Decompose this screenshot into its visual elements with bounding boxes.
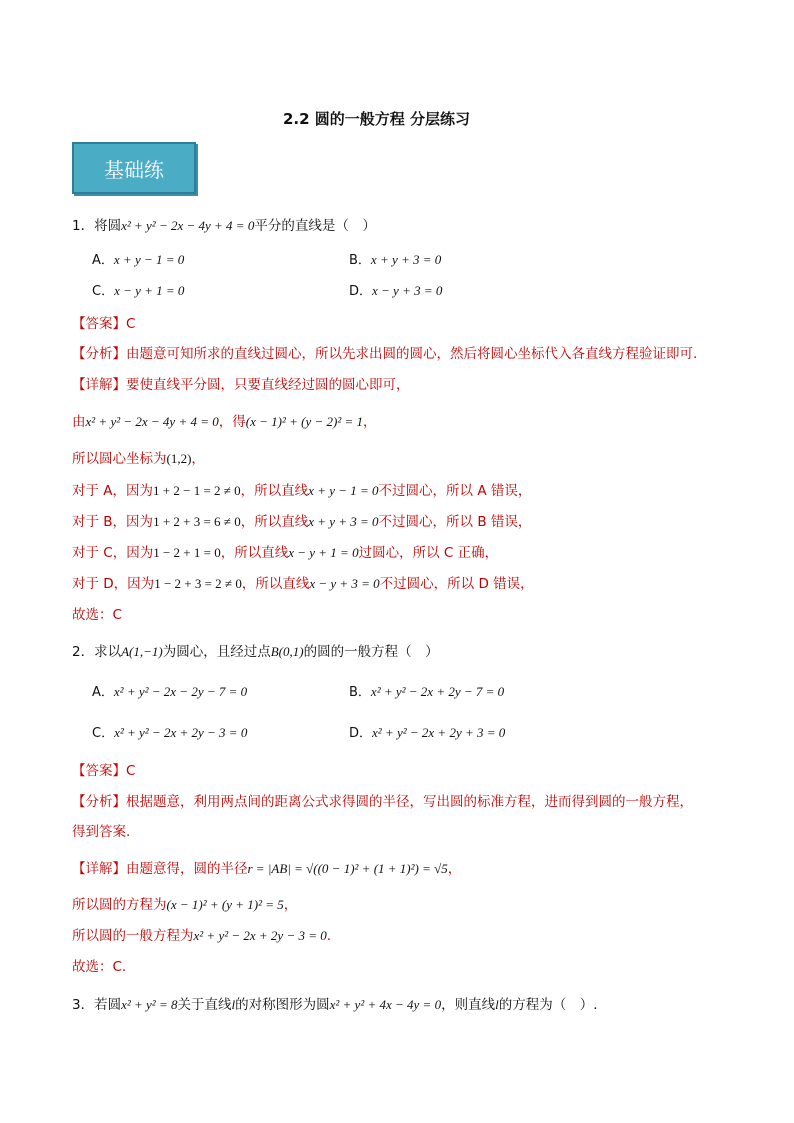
q1-check-a — [72, 479, 531, 499]
q1-check-d — [72, 572, 534, 592]
circle-equation: x² + y² + 4x − 4y = 0 — [329, 997, 442, 1012]
q2-detail-line-2 — [72, 924, 331, 944]
q1-detail-line-1 — [72, 410, 377, 430]
text: ，得 — [218, 414, 246, 430]
option-letter: D． — [349, 284, 373, 299]
question-2-suffix: 的圆的一般方程（ ） — [303, 644, 439, 660]
option-equation: x² + y² − 2x − 2y − 7 = 0 — [113, 684, 248, 699]
q2-option-d — [349, 722, 505, 741]
question-3-stem — [72, 993, 598, 1013]
analysis-tag: 【分析】 — [72, 346, 126, 362]
text: 关于直线 — [177, 997, 232, 1013]
q2-option-c — [92, 722, 247, 741]
equation: 1 + 2 − 1 = 2 ≠ 0 — [153, 483, 241, 498]
option-letter: C． — [92, 284, 115, 299]
q1-choose: 故选：C — [72, 607, 122, 623]
equation: 1 + 2 + 3 = 6 ≠ 0 — [153, 514, 241, 529]
equation: x + y − 1 = 0 — [308, 483, 379, 498]
q2-detail — [72, 857, 461, 877]
option-letter: B． — [349, 685, 371, 700]
q1-option-a — [92, 249, 184, 268]
answer-tag: 【答案】 — [72, 316, 126, 332]
circle-equation: x² + y² = 8 — [121, 997, 178, 1012]
text: ，所以直线 — [240, 483, 309, 499]
detail-tag: 【详解】 — [72, 861, 126, 877]
answer-value: C — [126, 316, 136, 332]
q2-analysis-cont: 得到答案. — [72, 824, 131, 840]
q1-answer — [72, 312, 135, 332]
text: 过圆心，所以 C 正确， — [358, 545, 499, 561]
text: 不过圆心，所以 A 错误， — [378, 483, 532, 499]
option-equation: x + y − 1 = 0 — [113, 252, 185, 267]
radius-equation: r = |AB| = √((0 − 1)² + (1 + 1)²) = √5 — [247, 861, 448, 876]
option-letter: C． — [92, 726, 115, 741]
option-letter: D． — [349, 726, 373, 741]
q2-option-a — [92, 681, 247, 700]
equation: (1,2) — [166, 451, 192, 466]
question-1-stem — [72, 214, 376, 234]
text: ，则直线 — [441, 997, 496, 1013]
equation: (x − 1)² + (y + 1)² = 5 — [166, 897, 284, 912]
detail-text: 要使直线平分圆，只要直线经过圆的圆心即可， — [126, 377, 410, 393]
text: 的对称图形为圆 — [235, 997, 330, 1013]
option-equation: x² + y² − 2x + 2y − 7 = 0 — [370, 684, 505, 699]
equation: x − y + 1 = 0 — [288, 545, 359, 560]
text: 对于 A，因为 — [72, 483, 154, 499]
text: ， — [283, 897, 298, 913]
q2-option-b — [349, 681, 504, 700]
line-symbol: l — [495, 997, 499, 1012]
answer-value: C — [126, 763, 136, 779]
point-b: B(0,1) — [270, 644, 304, 659]
q2-analysis — [72, 790, 693, 810]
question-1-prefix: 1．将圆 — [72, 218, 122, 234]
line-symbol: l — [231, 997, 236, 1012]
question-2-prefix: 2．求以 — [72, 644, 122, 660]
text: . — [326, 928, 332, 944]
equation: 1 − 2 + 1 = 0 — [153, 545, 221, 560]
question-1-suffix: 平分的直线是（ ） — [254, 218, 376, 234]
text: 不过圆心，所以 D 错误， — [379, 576, 534, 592]
text: ， — [363, 414, 377, 430]
text: 所以圆的方程为 — [72, 897, 167, 913]
text: 所以圆的一般方程为 — [72, 928, 194, 944]
text: ，所以直线 — [220, 545, 289, 561]
question-2-stem — [72, 640, 439, 660]
q1-detail — [72, 373, 410, 393]
section-label: 基础练 — [104, 157, 164, 182]
option-equation: x + y + 3 = 0 — [370, 252, 442, 267]
q1-check-c — [72, 541, 498, 561]
q1-check-b — [72, 510, 531, 530]
q2-choose: 故选：C. — [72, 959, 127, 975]
text: 对于 D，因为 — [72, 576, 155, 592]
option-letter: A． — [92, 685, 114, 700]
text: ，所以直线 — [240, 514, 309, 530]
answer-tag: 【答案】 — [72, 763, 126, 779]
text: ， — [191, 451, 205, 467]
q2-answer — [72, 759, 135, 779]
section-header-basic — [72, 142, 196, 194]
q1-option-b — [349, 249, 441, 268]
point-a: A(1,−1) — [121, 644, 163, 659]
question-3-prefix: 3．若圆 — [72, 997, 122, 1013]
q1-analysis — [72, 342, 697, 362]
detail-text: 由题意得，圆的半径 — [126, 861, 248, 877]
equation: x² + y² − 2x − 4y + 4 = 0 — [85, 414, 219, 429]
option-equation: x − y + 3 = 0 — [372, 283, 443, 298]
detail-tag: 【详解】 — [72, 377, 126, 393]
text: 由 — [72, 414, 86, 430]
q1-option-c — [92, 280, 184, 299]
text: 对于 B，因为 — [72, 514, 154, 530]
text: 对于 C，因为 — [72, 545, 154, 561]
text: ， — [447, 861, 462, 877]
option-equation: x² + y² − 2x + 2y + 3 = 0 — [372, 725, 506, 740]
equation: x − y + 3 = 0 — [309, 576, 380, 591]
analysis-text: 根据题意，利用两点间的距离公式求得圆的半径，写出圆的标准方程，进而得到圆的一般方程， — [126, 794, 693, 810]
option-equation: x² + y² − 2x + 2y − 3 = 0 — [114, 725, 248, 740]
question-3-suffix: 的方程为（ ）. — [498, 997, 598, 1013]
text: 所以圆心坐标为 — [72, 451, 167, 467]
analysis-text: 由题意可知所求的直线过圆心，所以先求出圆的圆心，然后将圆心坐标代入各直线方程验证即可. — [126, 346, 698, 362]
equation: x + y + 3 = 0 — [308, 514, 379, 529]
equation: (x − 1)² + (y − 2)² = 1 — [245, 414, 363, 429]
option-equation: x − y + 1 = 0 — [114, 283, 185, 298]
circle-equation: x² + y² − 2x − 4y + 4 = 0 — [121, 218, 255, 233]
option-letter: B． — [349, 253, 371, 268]
text: ，所以直线 — [241, 576, 310, 592]
analysis-tag: 【分析】 — [72, 794, 126, 810]
page-title: 2.2 圆的一般方程 分层练习 — [283, 110, 471, 128]
q1-detail-line-2 — [72, 447, 205, 467]
q2-detail-line-1 — [72, 893, 297, 913]
equation: 1 − 2 + 3 = 2 ≠ 0 — [154, 576, 242, 591]
equation: x² + y² − 2x + 2y − 3 = 0 — [193, 928, 327, 943]
text: 为圆心，且经过点 — [162, 644, 271, 660]
text: 不过圆心，所以 B 错误， — [378, 514, 532, 530]
q1-option-d — [349, 280, 442, 299]
option-letter: A． — [92, 253, 114, 268]
